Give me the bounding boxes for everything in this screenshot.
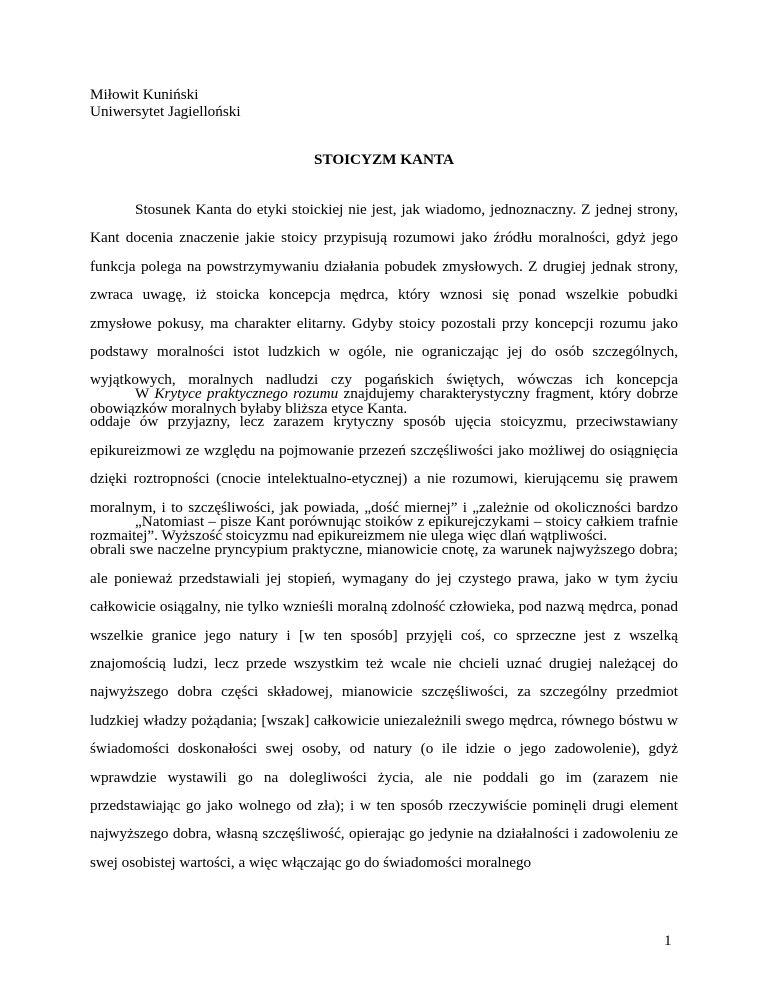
paragraph-2-rest: znajdujemy charakterystyczny fragment, który dobrze oddaje ów przyjazny, lecz zarazem krytyczny sposób ujęcia stoicyzmu, przeciwstawiany epikureizmowi ze względu na pojmowanie przezeń szczęśliwości jako możliwej do osiągnięcia dzięki roztropności (cnocie intelektualno-etycznej) a nie rozumowi, kierującemu się prawem moralnym, i to szczęśliwości, jak powiada, „dość miernej” i „zależnie od okoliczności bardzo rozmaitej”. Wyższość stoicyzmu nad epikureizmem nie ulega więc dlań wątpliwości. bbox=[90, 385, 679, 545]
page-number: 1 bbox=[664, 932, 672, 949]
paragraph-3-quote: „Natomiast – pisze Kant porównując stoików z epikurejczykami – stoicy całkiem trafnie obrali swe naczelne pryncypium praktyczne, mianowicie cnotę, za warunek najwyższego dobra; ale ponieważ przedstawiali jej stopień, wymagany do jej czystego prawa, jako w tym życiu całkowicie osiągalny, nie tylko wznieśli moralną zdolność człowieka, pod nazwą mędrca, ponad wszelkie granice jego natury i [w ten sposób] przyjęli coś, co sprzeczne jest z wszelką znajomością ludzi, lecz przede wszystkim też wcale nie chcieli uznać drugiej należącej do najwyższego dobra części składowej, mianowicie szczęśliwości, za szczególny przedmiot ludzkiej władzy pożądania; [wszak] całkowicie uniezależnili swego mędrca, równego bóstwu w świadomości doskonałości swej osoby, od natury (o ile idzie o jego zadowolenie), gdyż wprawdzie wystawili go na dolegliwości życia, ale nie poddali go im (zarazem nie przedstawiając go jako wolnego od zła); i w ten sposób rzeczywiście pominęli drugi element najwyższego dobra, własną szczęśliwość, opierając go jedynie na działalności i zadowoleniu ze swej osobistej wartości, a więc włączając go do świadomości moralnego bbox=[90, 513, 678, 871]
author-name: Miłowit Kuniński bbox=[90, 86, 199, 103]
document-title: STOICYZM KANTA bbox=[314, 151, 454, 168]
paragraph-2-start: W bbox=[135, 385, 155, 402]
book-title-italic: Krytyce praktycznego rozumu bbox=[154, 385, 339, 402]
paragraph-1: Stosunek Kanta do etyki stoickiej nie jest, jak wiadomo, jednoznaczny. Z jednej strony, Kant docenia znaczenie jakie stoicy przypisują rozumowi jako źródłu moralności, gdyż jego funkcja polega na powstrzymywaniu działania pobudek zmysłowych. Z drugiej jednak strony, zwraca uwagę, iż stoicka koncepcja mędrca, który wznosi się ponad wszelkie pobudki zmysłowe pokusy, ma charakter elitarny. Gdyby stoicy pozostali przy koncepcji rozumu jako podstawy moralności istot ludzkich w ogóle, nie ograniczając jej do osób szczególnych, wyjątkowych, moralnych nadludzi czy pogańskich świętych, wówczas ich koncepcja obowiązków moralnych byłaby bliższa etyce Kanta. bbox=[90, 201, 678, 417]
author-affiliation: Uniwersytet Jagielloński bbox=[90, 103, 241, 120]
author-block bbox=[90, 86, 241, 120]
